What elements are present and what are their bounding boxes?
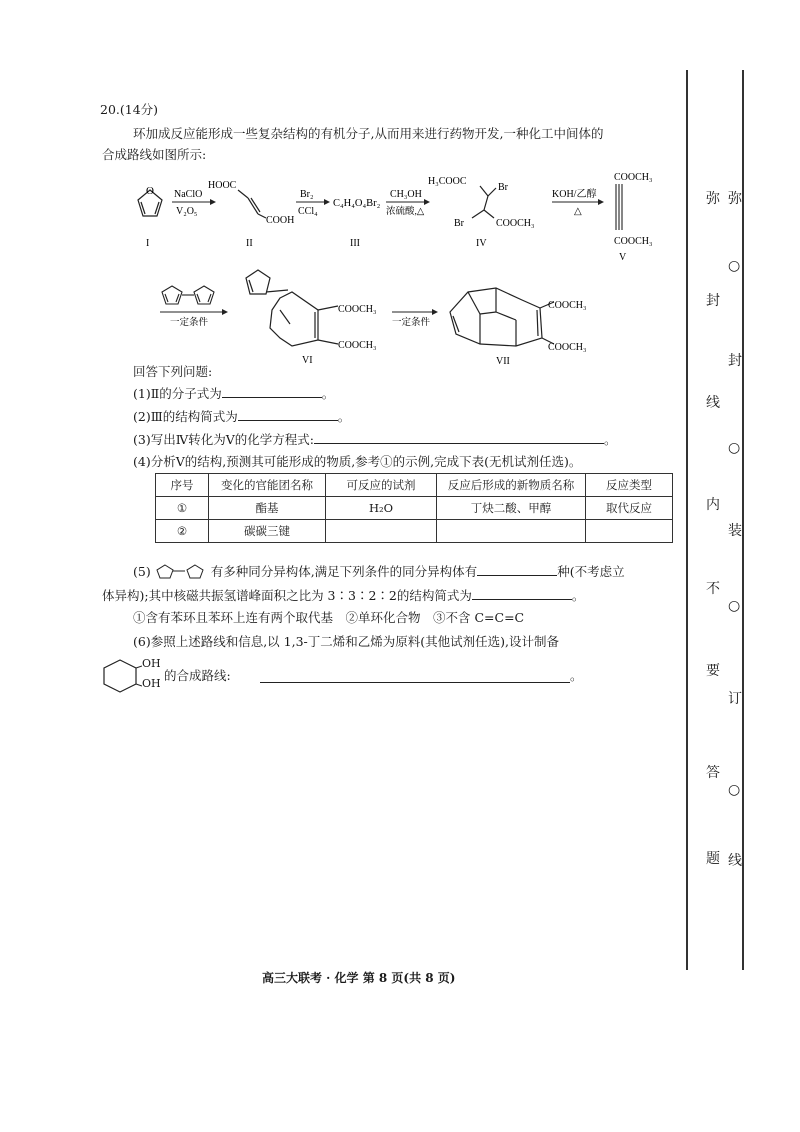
question-5-text-c: 体异构);其中核磁共振氢谱峰面积之比为 3∶3∶2∶2的结构简式为 [102,588,472,603]
label-VI: VI [302,355,313,366]
intro-line-2: 合成路线如图所示: [102,147,207,162]
table-cell: ① [156,497,209,520]
question-2 [133,408,350,425]
answer-blank-1[interactable] [222,385,322,398]
question-1-period: 。 [321,386,335,401]
margin-outer-char: 弥 [706,191,720,207]
compound-II-structure [238,190,266,218]
margin-outer-char: 要 [706,663,720,679]
reaction-table [155,473,673,543]
diol-oh-bottom: OH [142,677,161,690]
question-2-period: 。 [337,409,351,424]
reagent-v2o5: V₂O₅ [176,206,198,217]
margin-inner-char: 装 [728,523,742,539]
label-IV: IV [476,238,487,249]
reagent-ch3oh: CH₃OH [390,189,422,200]
question-2-text: (2)Ⅲ的结构简式为 [133,409,238,424]
compound-V-top: COOCH₃ [614,172,653,183]
compound-IV-top: H₃COOC [428,176,467,187]
question-5-line-2 [102,587,584,604]
answer-blank-3[interactable] [314,431,604,444]
label-III: III [350,238,360,249]
cyclohexanediol-structure [100,656,142,696]
margin-outer-char: 不 [706,581,720,597]
label-VII: VII [496,356,510,367]
answer-blank-5a[interactable] [477,563,557,576]
compound-IV-bottom: COOCH₃ [496,218,535,229]
question-1 [133,385,334,402]
reagent-br2: Br₂ [300,189,314,200]
compound-IV-br1: Br [498,182,508,193]
reagent-condition-1: 一定条件 [170,318,209,328]
margin-inner-char: 线 [728,853,742,869]
synthesis-scheme-row-1 [100,168,680,268]
compound-VI-bottom: COOCH₃ [338,340,377,351]
table-header-cell: 序号 [156,474,209,497]
intro-line-1: 环加成反应能形成一些复杂结构的有机分子,从而用来进行药物开发,一种化工中间体的 [133,126,604,141]
answer-blank-5b[interactable] [472,587,572,600]
table-answer-cell[interactable] [326,520,437,543]
table-cell: 取代反应 [586,497,673,520]
compound-V-bottom: COOCH₃ [614,236,653,247]
furan-oxygen: O [146,185,154,197]
answer-intro: 回答下列问题: [133,364,213,379]
table-header-cell: 反应类型 [586,474,673,497]
compound-II-hooc: HOOC [208,180,237,191]
question-1-text: (1)Ⅱ的分子式为 [133,386,222,401]
margin-inner-char: ○ [728,258,741,274]
question-6-line-2 [100,656,583,696]
compound-IV-structure [472,186,496,218]
table-cell: 酯基 [209,497,326,520]
binding-line-outer [686,70,688,970]
compound-VII-bottom: COOCH₃ [548,342,587,353]
margin-inner-char: 弥 [728,191,742,207]
margin-outer-char: 答 [706,765,720,781]
table-cell: 丁炔二酸、甲醇 [437,497,586,520]
margin-outer-char: 题 [706,851,720,867]
table-cell: H₂O [326,497,437,520]
binding-line-inner [742,70,744,970]
margin-inner-char: ○ [728,598,741,614]
question-number: 20.(14分) [100,102,159,117]
question-3-text: (3)写出Ⅳ转化为Ⅴ的化学方程式: [133,432,314,447]
diol-oh-top: OH [142,657,161,670]
table-answer-cell[interactable] [586,520,673,543]
answer-blank-2[interactable] [238,408,338,421]
reagent-naclo: NaClO [174,189,203,200]
margin-inner-char: ○ [728,782,741,798]
question-6-text: 的合成路线: [164,668,231,683]
reagent-ccl4: CCl₄ [298,206,318,217]
question-5-conditions: ①含有苯环且苯环上连有两个取代基 ②单环化合物 ③不含 C=C=C [133,610,525,625]
label-V: V [619,252,627,263]
table-header-row [156,474,673,497]
compound-VII-top: COOCH₃ [548,300,587,311]
question-5-period: 。 [571,588,585,603]
margin-inner-char: ○ [728,440,741,456]
question-4: (4)分析Ⅴ的结构,预测其可能形成的物质,参考①的示例,完成下表(无机试剂任选)。 [133,454,582,469]
table-header-cell: 变化的官能团名称 [209,474,326,497]
reagent-koh: KOH/乙醇 [552,189,597,200]
table-answer-cell[interactable] [437,520,586,543]
reagent-h2so4: 浓硫酸,△ [386,207,425,217]
margin-outer-char: 内 [706,497,720,513]
table-cell: 碳碳三键 [209,520,326,543]
question-5-number: (5) [133,564,151,579]
answer-blank-6[interactable] [260,670,570,683]
compound-VII-structure [450,288,554,346]
compound-II-cooh: COOH [266,215,295,226]
question-5-text-b: 种(不考虑立 [557,564,625,579]
compound-V-triple-bond [616,184,622,230]
compound-III-formula: C₄H₄O₄Br₂ [333,198,381,209]
margin-inner-char: 订 [728,691,742,707]
reagent-heat: △ [574,206,582,217]
compound-IV-br2: Br [454,218,464,229]
table-row [156,520,673,543]
table-row [156,497,673,520]
margin-outer-char: 封 [706,293,720,309]
reagent-condition-2: 一定条件 [392,318,431,328]
label-II: II [246,238,253,249]
question-6-line-1: (6)参照上述路线和信息,以 1,3-丁二烯和乙烯为原料(其他试剂任选),设计制备 [133,634,559,649]
bicyclopentadienyl-icon [155,563,211,579]
margin-inner-char: 封 [728,353,742,369]
question-3-period: 。 [603,432,617,447]
question-6-period: 。 [570,668,583,683]
bicyclopentadienyl-structure [162,286,214,304]
table-header-cell: 反应后形成的新物质名称 [437,474,586,497]
compound-VI-top: COOCH₃ [338,304,377,315]
question-5 [133,563,625,580]
table-header-cell: 可反应的试剂 [326,474,437,497]
synthesis-scheme-row-2 [150,258,600,368]
margin-outer-char: 线 [706,395,720,411]
question-5-text-a: 有多种同分异构体,满足下列条件的同分异构体有 [210,564,478,579]
compound-VI-structure [246,270,338,346]
table-cell: ② [156,520,209,543]
page-footer: 高三大联考 · 化学 第 8 页(共 8 页) [262,971,456,985]
label-I: I [146,238,150,249]
question-3 [133,431,616,448]
